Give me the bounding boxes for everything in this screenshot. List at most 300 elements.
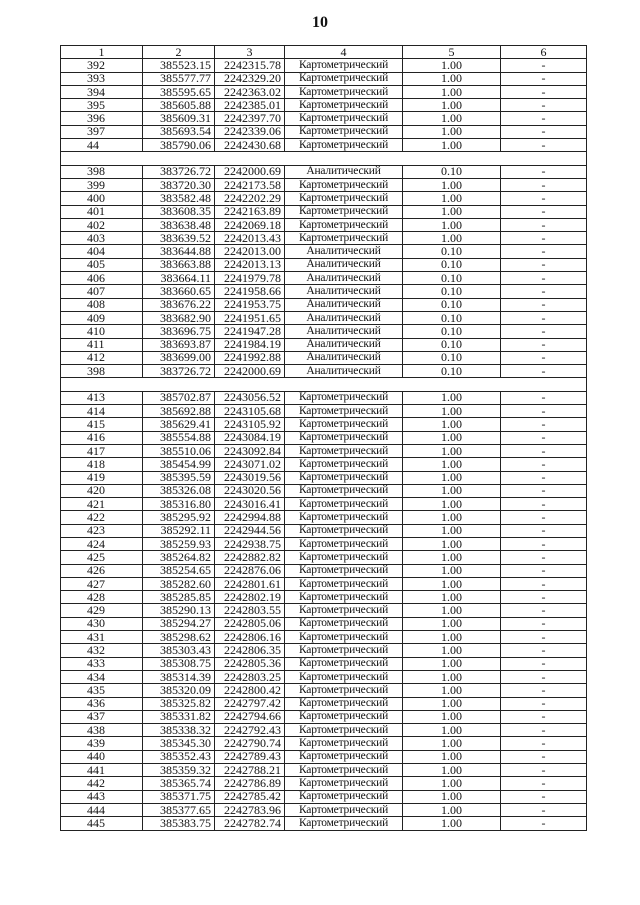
note-cell: - xyxy=(501,112,587,125)
separator-row xyxy=(61,378,587,391)
y-coordinate-cell: 2242202.29 xyxy=(215,192,285,205)
accuracy-cell: 1.00 xyxy=(403,471,501,484)
note-cell: - xyxy=(501,418,587,431)
accuracy-cell: 1.00 xyxy=(403,484,501,497)
table-row xyxy=(61,631,587,644)
point-number-cell: 421 xyxy=(61,498,143,511)
x-coordinate-cell: 385294.27 xyxy=(143,617,215,630)
y-coordinate-cell: 2242800.42 xyxy=(215,684,285,697)
x-coordinate-cell: 385320.09 xyxy=(143,684,215,697)
method-cell: Картометрический xyxy=(285,232,403,245)
note-cell: - xyxy=(501,697,587,710)
point-number-cell: 44 xyxy=(61,139,143,152)
method-cell: Аналитический xyxy=(285,311,403,324)
x-coordinate-cell: 385377.65 xyxy=(143,803,215,816)
y-coordinate-cell: 2242805.06 xyxy=(215,617,285,630)
y-coordinate-cell: 2242938.75 xyxy=(215,537,285,550)
accuracy-cell: 0.10 xyxy=(403,272,501,285)
accuracy-cell: 1.00 xyxy=(403,458,501,471)
method-cell: Аналитический xyxy=(285,245,403,258)
method-cell: Картометрический xyxy=(285,125,403,138)
accuracy-cell: 1.00 xyxy=(403,112,501,125)
table-row xyxy=(61,817,587,830)
note-cell: - xyxy=(501,391,587,404)
table-row xyxy=(61,139,587,152)
x-coordinate-cell: 385326.08 xyxy=(143,484,215,497)
point-number-cell: 418 xyxy=(61,458,143,471)
table-row xyxy=(61,458,587,471)
y-coordinate-cell: 2242397.70 xyxy=(215,112,285,125)
x-coordinate-cell: 385609.31 xyxy=(143,112,215,125)
x-coordinate-cell: 383660.65 xyxy=(143,285,215,298)
table-row xyxy=(61,59,587,72)
point-number-cell: 420 xyxy=(61,484,143,497)
table-row xyxy=(61,192,587,205)
table-row xyxy=(61,644,587,657)
x-coordinate-cell: 385285.85 xyxy=(143,591,215,604)
x-coordinate-cell: 383726.72 xyxy=(143,165,215,178)
note-cell: - xyxy=(501,803,587,816)
point-number-cell: 398 xyxy=(61,365,143,378)
y-coordinate-cell: 2242339.06 xyxy=(215,125,285,138)
accuracy-cell: 1.00 xyxy=(403,817,501,830)
method-cell: Картометрический xyxy=(285,737,403,750)
x-coordinate-cell: 385345.30 xyxy=(143,737,215,750)
y-coordinate-cell: 2242803.25 xyxy=(215,670,285,683)
table-row xyxy=(61,617,587,630)
x-coordinate-cell: 385316.80 xyxy=(143,498,215,511)
accuracy-cell: 0.10 xyxy=(403,165,501,178)
y-coordinate-cell: 2242000.69 xyxy=(215,165,285,178)
method-cell: Картометрический xyxy=(285,750,403,763)
x-coordinate-cell: 385259.93 xyxy=(143,537,215,550)
table-row xyxy=(61,285,587,298)
point-number-cell: 413 xyxy=(61,391,143,404)
method-cell: Картометрический xyxy=(285,524,403,537)
accuracy-cell: 1.00 xyxy=(403,418,501,431)
y-coordinate-cell: 2241992.88 xyxy=(215,351,285,364)
accuracy-cell: 1.00 xyxy=(403,232,501,245)
point-number-cell: 422 xyxy=(61,511,143,524)
method-cell: Картометрический xyxy=(285,218,403,231)
x-coordinate-cell: 385292.11 xyxy=(143,524,215,537)
x-coordinate-cell: 385298.62 xyxy=(143,631,215,644)
method-cell: Картометрический xyxy=(285,139,403,152)
accuracy-cell: 1.00 xyxy=(403,644,501,657)
table-row xyxy=(61,444,587,457)
point-number-cell: 395 xyxy=(61,99,143,112)
x-coordinate-cell: 383639.52 xyxy=(143,232,215,245)
coordinates-table xyxy=(60,45,587,831)
x-coordinate-cell: 385314.39 xyxy=(143,670,215,683)
note-cell: - xyxy=(501,817,587,830)
y-coordinate-cell: 2242013.43 xyxy=(215,232,285,245)
method-cell: Картометрический xyxy=(285,817,403,830)
point-number-cell: 435 xyxy=(61,684,143,697)
header-row xyxy=(61,46,587,59)
point-number-cell: 405 xyxy=(61,258,143,271)
note-cell: - xyxy=(501,365,587,378)
y-coordinate-cell: 2242806.16 xyxy=(215,631,285,644)
method-cell: Картометрический xyxy=(285,551,403,564)
note-cell: - xyxy=(501,498,587,511)
method-cell: Картометрический xyxy=(285,710,403,723)
table-row xyxy=(61,205,587,218)
accuracy-cell: 1.00 xyxy=(403,591,501,604)
accuracy-cell: 1.00 xyxy=(403,724,501,737)
table-row xyxy=(61,311,587,324)
point-number-cell: 419 xyxy=(61,471,143,484)
accuracy-cell: 0.10 xyxy=(403,311,501,324)
table-row xyxy=(61,577,587,590)
point-number-cell: 414 xyxy=(61,405,143,418)
x-coordinate-cell: 383644.88 xyxy=(143,245,215,258)
header-cell-3: 3 xyxy=(215,46,285,59)
table-row xyxy=(61,245,587,258)
point-number-cell: 424 xyxy=(61,537,143,550)
method-cell: Аналитический xyxy=(285,351,403,364)
accuracy-cell: 1.00 xyxy=(403,192,501,205)
note-cell: - xyxy=(501,484,587,497)
y-coordinate-cell: 2242013.00 xyxy=(215,245,285,258)
x-coordinate-cell: 385359.32 xyxy=(143,764,215,777)
point-number-cell: 403 xyxy=(61,232,143,245)
method-cell: Картометрический xyxy=(285,724,403,737)
y-coordinate-cell: 2243056.52 xyxy=(215,391,285,404)
table-row xyxy=(61,405,587,418)
y-coordinate-cell: 2243092.84 xyxy=(215,444,285,457)
note-cell: - xyxy=(501,285,587,298)
note-cell: - xyxy=(501,631,587,644)
accuracy-cell: 1.00 xyxy=(403,604,501,617)
x-coordinate-cell: 385395.59 xyxy=(143,471,215,484)
accuracy-cell: 1.00 xyxy=(403,85,501,98)
accuracy-cell: 1.00 xyxy=(403,631,501,644)
accuracy-cell: 0.10 xyxy=(403,298,501,311)
point-number-cell: 432 xyxy=(61,644,143,657)
note-cell: - xyxy=(501,617,587,630)
y-coordinate-cell: 2242805.36 xyxy=(215,657,285,670)
y-coordinate-cell: 2242000.69 xyxy=(215,365,285,378)
method-cell: Аналитический xyxy=(285,298,403,311)
note-cell: - xyxy=(501,764,587,777)
method-cell: Картометрический xyxy=(285,604,403,617)
note-cell: - xyxy=(501,165,587,178)
method-cell: Картометрический xyxy=(285,112,403,125)
table-row xyxy=(61,551,587,564)
y-coordinate-cell: 2242329.20 xyxy=(215,72,285,85)
method-cell: Картометрический xyxy=(285,72,403,85)
point-number-cell: 441 xyxy=(61,764,143,777)
y-coordinate-cell: 2242173.58 xyxy=(215,178,285,191)
point-number-cell: 439 xyxy=(61,737,143,750)
point-number-cell: 412 xyxy=(61,351,143,364)
y-coordinate-cell: 2242788.21 xyxy=(215,764,285,777)
method-cell: Картометрический xyxy=(285,458,403,471)
y-coordinate-cell: 2243016.41 xyxy=(215,498,285,511)
note-cell: - xyxy=(501,524,587,537)
method-cell: Аналитический xyxy=(285,285,403,298)
x-coordinate-cell: 385702.87 xyxy=(143,391,215,404)
table-row xyxy=(61,670,587,683)
accuracy-cell: 0.10 xyxy=(403,258,501,271)
point-number-cell: 396 xyxy=(61,112,143,125)
x-coordinate-cell: 383682.90 xyxy=(143,311,215,324)
y-coordinate-cell: 2242315.78 xyxy=(215,59,285,72)
point-number-cell: 429 xyxy=(61,604,143,617)
method-cell: Картометрический xyxy=(285,697,403,710)
note-cell: - xyxy=(501,644,587,657)
method-cell: Картометрический xyxy=(285,657,403,670)
note-cell: - xyxy=(501,258,587,271)
y-coordinate-cell: 2242944.56 xyxy=(215,524,285,537)
note-cell: - xyxy=(501,657,587,670)
x-coordinate-cell: 385605.88 xyxy=(143,99,215,112)
point-number-cell: 436 xyxy=(61,697,143,710)
method-cell: Аналитический xyxy=(285,165,403,178)
note-cell: - xyxy=(501,750,587,763)
accuracy-cell: 0.10 xyxy=(403,365,501,378)
accuracy-cell: 1.00 xyxy=(403,790,501,803)
point-number-cell: 404 xyxy=(61,245,143,258)
method-cell: Аналитический xyxy=(285,365,403,378)
table-row xyxy=(61,85,587,98)
method-cell: Картометрический xyxy=(285,431,403,444)
x-coordinate-cell: 385295.92 xyxy=(143,511,215,524)
accuracy-cell: 1.00 xyxy=(403,391,501,404)
x-coordinate-cell: 385790.06 xyxy=(143,139,215,152)
point-number-cell: 410 xyxy=(61,325,143,338)
accuracy-cell: 1.00 xyxy=(403,59,501,72)
y-coordinate-cell: 2242385.01 xyxy=(215,99,285,112)
y-coordinate-cell: 2241958.66 xyxy=(215,285,285,298)
point-number-cell: 398 xyxy=(61,165,143,178)
table-row xyxy=(61,165,587,178)
table-row xyxy=(61,737,587,750)
table-row xyxy=(61,272,587,285)
note-cell: - xyxy=(501,325,587,338)
method-cell: Картометрический xyxy=(285,178,403,191)
y-coordinate-cell: 2242783.96 xyxy=(215,803,285,816)
header-cell-5: 5 xyxy=(403,46,501,59)
note-cell: - xyxy=(501,670,587,683)
accuracy-cell: 1.00 xyxy=(403,205,501,218)
y-coordinate-cell: 2242802.19 xyxy=(215,591,285,604)
x-coordinate-cell: 383693.87 xyxy=(143,338,215,351)
point-number-cell: 442 xyxy=(61,777,143,790)
accuracy-cell: 0.10 xyxy=(403,338,501,351)
table-row xyxy=(61,125,587,138)
table-row xyxy=(61,431,587,444)
method-cell: Картометрический xyxy=(285,85,403,98)
point-number-cell: 392 xyxy=(61,59,143,72)
point-number-cell: 438 xyxy=(61,724,143,737)
point-number-cell: 401 xyxy=(61,205,143,218)
point-number-cell: 443 xyxy=(61,790,143,803)
method-cell: Аналитический xyxy=(285,338,403,351)
note-cell: - xyxy=(501,537,587,550)
accuracy-cell: 0.10 xyxy=(403,285,501,298)
note-cell: - xyxy=(501,790,587,803)
y-coordinate-cell: 2243105.92 xyxy=(215,418,285,431)
table-row xyxy=(61,418,587,431)
x-coordinate-cell: 385577.77 xyxy=(143,72,215,85)
note-cell: - xyxy=(501,351,587,364)
accuracy-cell: 1.00 xyxy=(403,511,501,524)
note-cell: - xyxy=(501,684,587,697)
method-cell: Аналитический xyxy=(285,325,403,338)
method-cell: Аналитический xyxy=(285,258,403,271)
accuracy-cell: 1.00 xyxy=(403,684,501,697)
note-cell: - xyxy=(501,777,587,790)
table-row xyxy=(61,218,587,231)
method-cell: Картометрический xyxy=(285,790,403,803)
point-number-cell: 437 xyxy=(61,710,143,723)
table-row xyxy=(61,258,587,271)
y-coordinate-cell: 2242785.42 xyxy=(215,790,285,803)
accuracy-cell: 1.00 xyxy=(403,764,501,777)
y-coordinate-cell: 2242882.82 xyxy=(215,551,285,564)
method-cell: Картометрический xyxy=(285,803,403,816)
note-cell: - xyxy=(501,551,587,564)
accuracy-cell: 1.00 xyxy=(403,218,501,231)
point-number-cell: 394 xyxy=(61,85,143,98)
point-number-cell: 409 xyxy=(61,311,143,324)
y-coordinate-cell: 2243105.68 xyxy=(215,405,285,418)
accuracy-cell: 1.00 xyxy=(403,72,501,85)
note-cell: - xyxy=(501,338,587,351)
point-number-cell: 415 xyxy=(61,418,143,431)
table-row xyxy=(61,298,587,311)
method-cell: Картометрический xyxy=(285,631,403,644)
point-number-cell: 393 xyxy=(61,72,143,85)
note-cell: - xyxy=(501,139,587,152)
method-cell: Картометрический xyxy=(285,577,403,590)
header-cell-1: 1 xyxy=(61,46,143,59)
note-cell: - xyxy=(501,564,587,577)
accuracy-cell: 1.00 xyxy=(403,537,501,550)
accuracy-cell: 1.00 xyxy=(403,777,501,790)
table-row xyxy=(61,524,587,537)
x-coordinate-cell: 385371.75 xyxy=(143,790,215,803)
table-row xyxy=(61,498,587,511)
y-coordinate-cell: 2243019.56 xyxy=(215,471,285,484)
separator-cell xyxy=(61,378,587,391)
table-row xyxy=(61,591,587,604)
point-number-cell: 417 xyxy=(61,444,143,457)
note-cell: - xyxy=(501,85,587,98)
separator-row xyxy=(61,152,587,165)
accuracy-cell: 0.10 xyxy=(403,325,501,338)
point-number-cell: 434 xyxy=(61,670,143,683)
accuracy-cell: 1.00 xyxy=(403,99,501,112)
note-cell: - xyxy=(501,458,587,471)
method-cell: Картометрический xyxy=(285,192,403,205)
y-coordinate-cell: 2241947.28 xyxy=(215,325,285,338)
table-row xyxy=(61,604,587,617)
method-cell: Картометрический xyxy=(285,670,403,683)
note-cell: - xyxy=(501,245,587,258)
y-coordinate-cell: 2242790.74 xyxy=(215,737,285,750)
x-coordinate-cell: 385325.82 xyxy=(143,697,215,710)
x-coordinate-cell: 385510.06 xyxy=(143,444,215,457)
y-coordinate-cell: 2242801.61 xyxy=(215,577,285,590)
table-row xyxy=(61,564,587,577)
y-coordinate-cell: 2242069.18 xyxy=(215,218,285,231)
note-cell: - xyxy=(501,72,587,85)
method-cell: Картометрический xyxy=(285,59,403,72)
accuracy-cell: 1.00 xyxy=(403,750,501,763)
x-coordinate-cell: 385454.99 xyxy=(143,458,215,471)
x-coordinate-cell: 383608.35 xyxy=(143,205,215,218)
note-cell: - xyxy=(501,298,587,311)
method-cell: Картометрический xyxy=(285,391,403,404)
accuracy-cell: 0.10 xyxy=(403,245,501,258)
table-row xyxy=(61,724,587,737)
y-coordinate-cell: 2242163.89 xyxy=(215,205,285,218)
accuracy-cell: 1.00 xyxy=(403,697,501,710)
y-coordinate-cell: 2242806.35 xyxy=(215,644,285,657)
method-cell: Картометрический xyxy=(285,418,403,431)
x-coordinate-cell: 385693.54 xyxy=(143,125,215,138)
accuracy-cell: 1.00 xyxy=(403,737,501,750)
accuracy-cell: 1.00 xyxy=(403,498,501,511)
x-coordinate-cell: 385365.74 xyxy=(143,777,215,790)
note-cell: - xyxy=(501,125,587,138)
y-coordinate-cell: 2242797.42 xyxy=(215,697,285,710)
y-coordinate-cell: 2241979.78 xyxy=(215,272,285,285)
table-row xyxy=(61,471,587,484)
point-number-cell: 423 xyxy=(61,524,143,537)
point-number-cell: 416 xyxy=(61,431,143,444)
note-cell: - xyxy=(501,577,587,590)
y-coordinate-cell: 2241984.19 xyxy=(215,338,285,351)
page-number: 10 xyxy=(312,14,328,31)
y-coordinate-cell: 2241953.75 xyxy=(215,298,285,311)
accuracy-cell: 1.00 xyxy=(403,178,501,191)
x-coordinate-cell: 385308.75 xyxy=(143,657,215,670)
method-cell: Картометрический xyxy=(285,471,403,484)
header-cell-4: 4 xyxy=(285,46,403,59)
table-row xyxy=(61,710,587,723)
accuracy-cell: 1.00 xyxy=(403,551,501,564)
method-cell: Картометрический xyxy=(285,644,403,657)
table-row xyxy=(61,391,587,404)
table-row xyxy=(61,365,587,378)
x-coordinate-cell: 385554.88 xyxy=(143,431,215,444)
x-coordinate-cell: 383699.00 xyxy=(143,351,215,364)
point-number-cell: 406 xyxy=(61,272,143,285)
y-coordinate-cell: 2242782.74 xyxy=(215,817,285,830)
y-coordinate-cell: 2242786.89 xyxy=(215,777,285,790)
table-row xyxy=(61,511,587,524)
accuracy-cell: 1.00 xyxy=(403,405,501,418)
point-number-cell: 425 xyxy=(61,551,143,564)
point-number-cell: 402 xyxy=(61,218,143,231)
method-cell: Картометрический xyxy=(285,484,403,497)
note-cell: - xyxy=(501,272,587,285)
x-coordinate-cell: 385264.82 xyxy=(143,551,215,564)
separator-cell xyxy=(61,152,587,165)
note-cell: - xyxy=(501,710,587,723)
x-coordinate-cell: 385523.15 xyxy=(143,59,215,72)
accuracy-cell: 1.00 xyxy=(403,564,501,577)
table-body xyxy=(61,59,587,830)
accuracy-cell: 1.00 xyxy=(403,803,501,816)
y-coordinate-cell: 2242430.68 xyxy=(215,139,285,152)
table-row xyxy=(61,803,587,816)
accuracy-cell: 1.00 xyxy=(403,431,501,444)
